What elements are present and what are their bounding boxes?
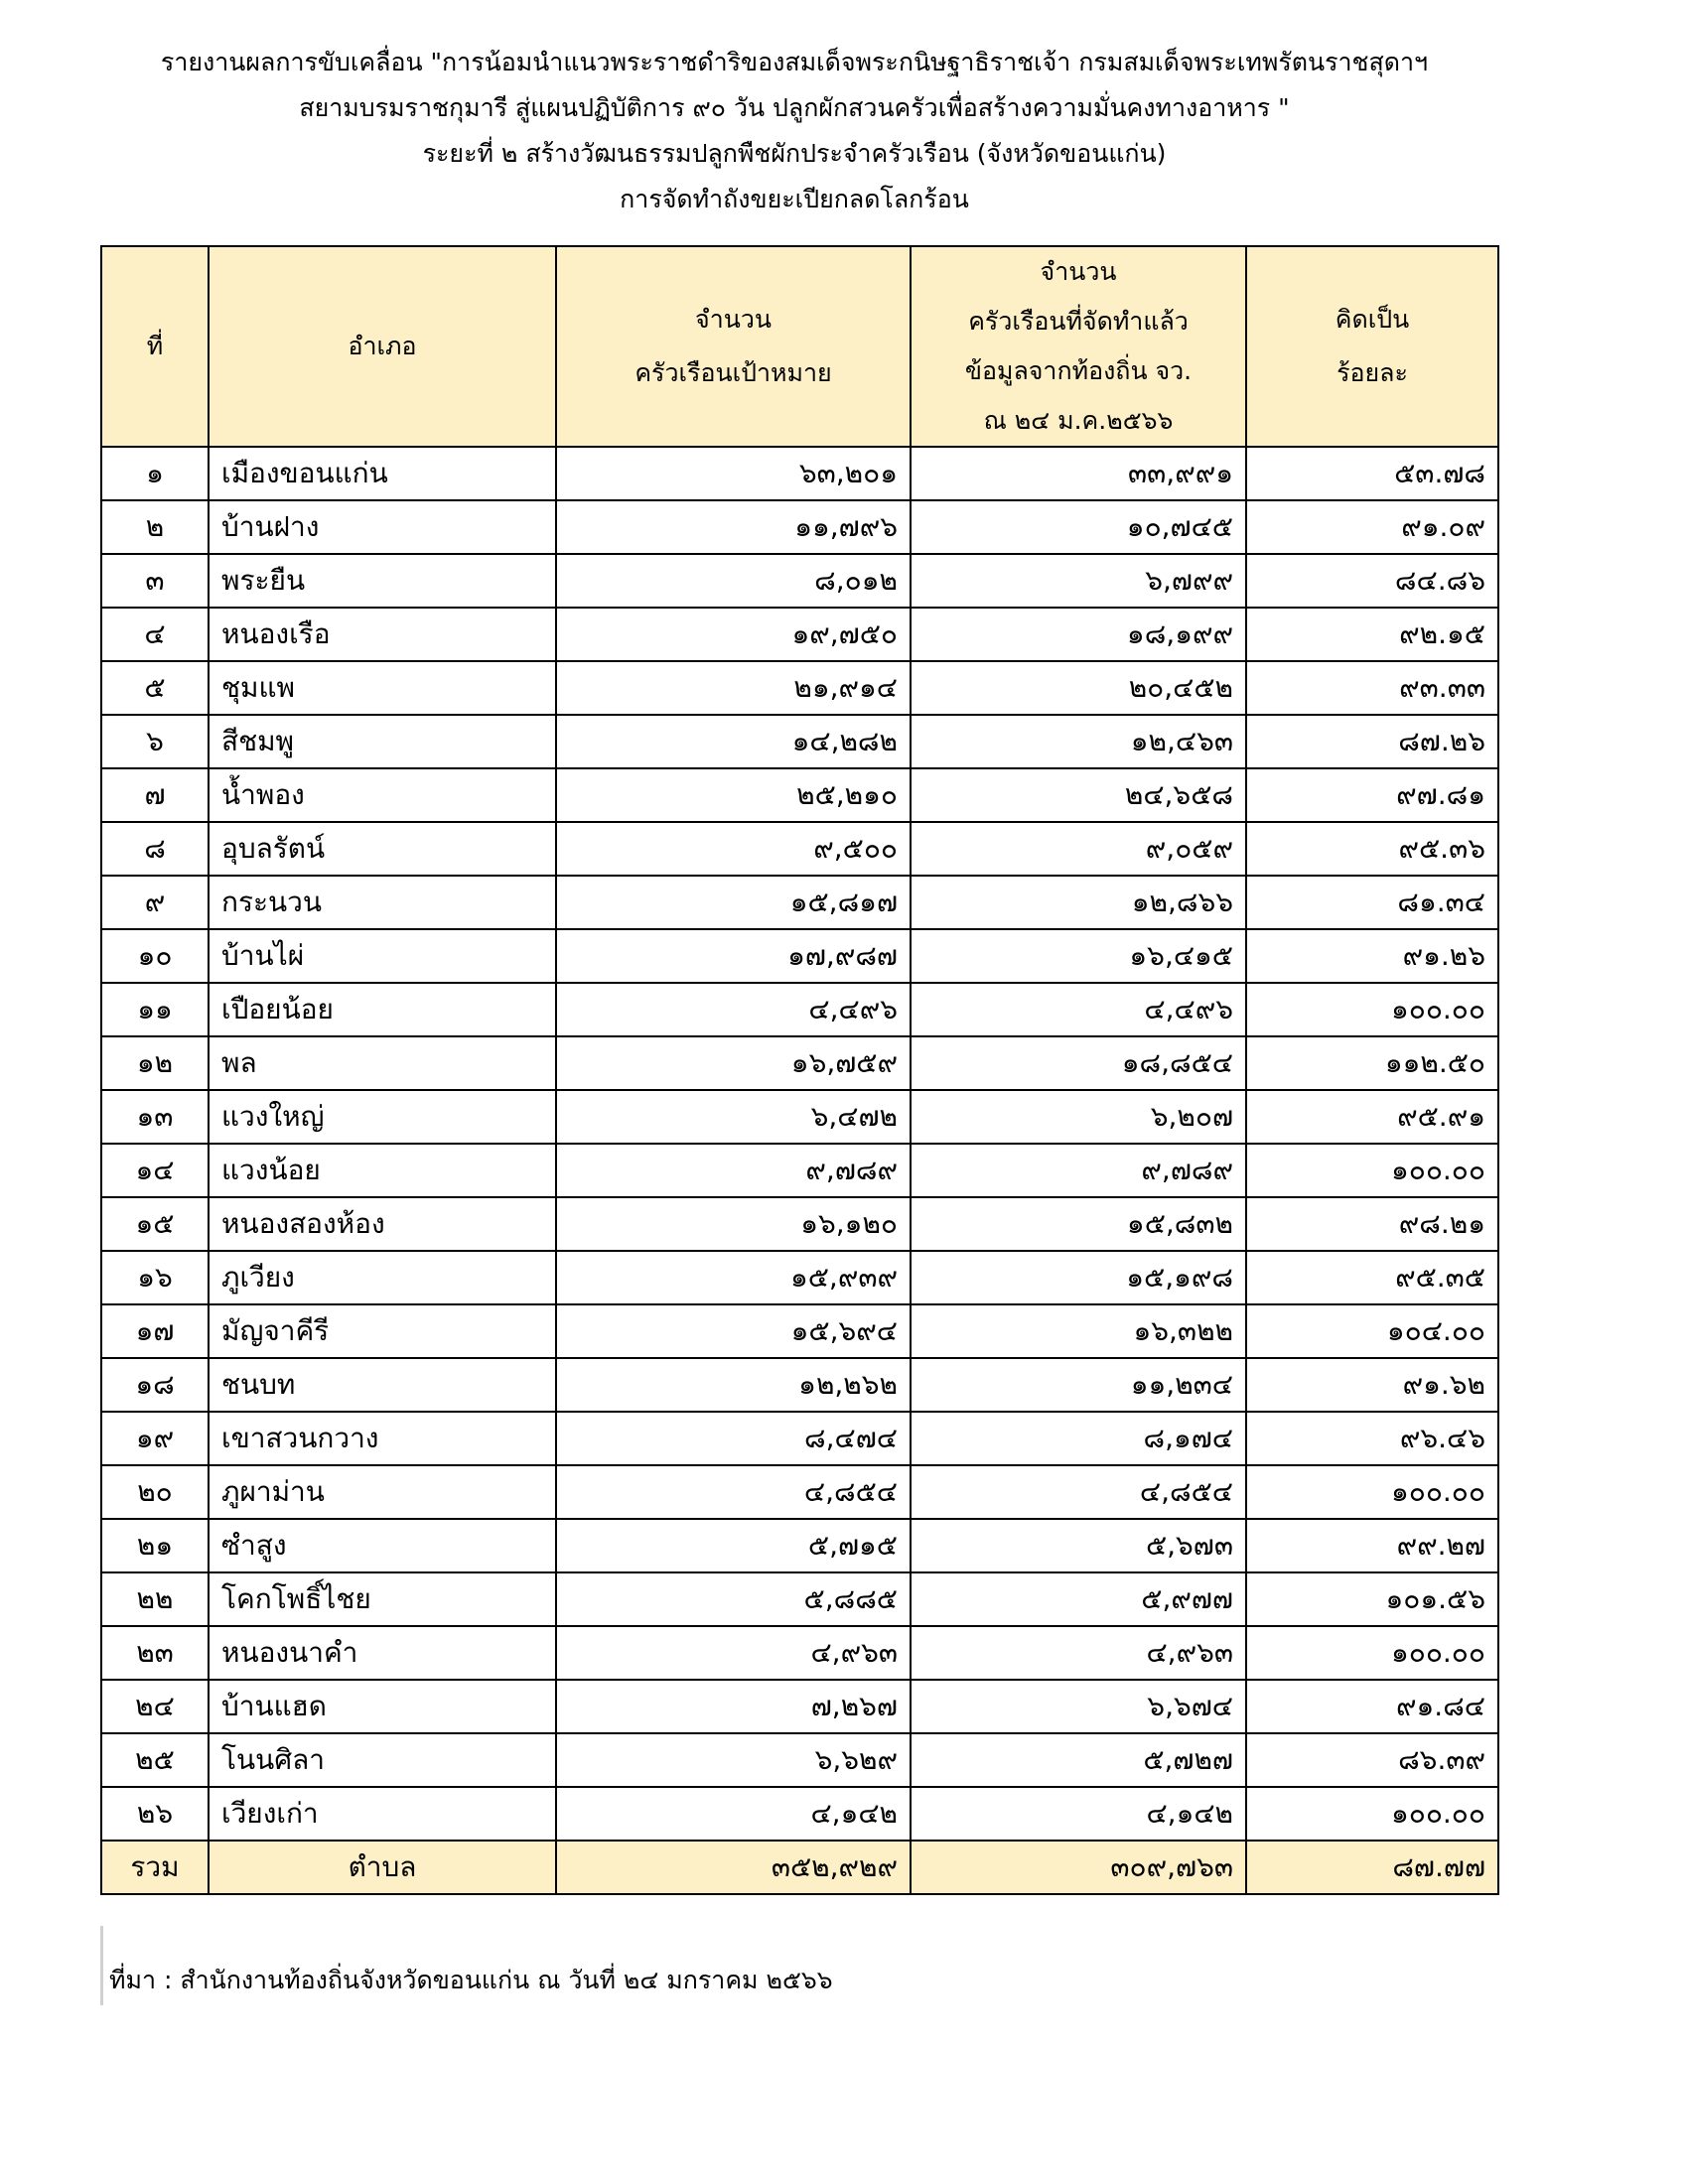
col-header-district: อำเภอ: [209, 246, 556, 447]
col-header-target: จำนวน ครัวเรือนเป้าหมาย: [556, 246, 911, 447]
cell-no: ๑๘: [101, 1358, 209, 1412]
cell-no: ๒๔: [101, 1680, 209, 1733]
cell-target: ๙,๗๘๙: [556, 1144, 911, 1197]
source-note: ที่มา : สำนักงานท้องถิ่นจังหวัดขอนแก่น ณ วันที่ ๒๔ มกราคม ๒๕๖๖: [109, 1966, 833, 1994]
cell-done: ๒๐,๔๕๒: [911, 661, 1246, 715]
cell-target: ๑๗,๙๘๗: [556, 929, 911, 983]
cell-target: ๔,๙๖๓: [556, 1626, 911, 1680]
cell-target: ๓๕๒,๙๒๙: [556, 1841, 911, 1894]
cell-percent: ๙๘.๒๑: [1246, 1197, 1498, 1251]
cell-percent: ๑๐๐.๐๐: [1246, 1626, 1498, 1680]
cell-done: ๖,๖๗๔: [911, 1680, 1246, 1733]
cell-percent: ๙๑.๒๖: [1246, 929, 1498, 983]
cell-done: ๘,๑๗๔: [911, 1412, 1246, 1465]
cell-done: ๑๐,๗๔๕: [911, 500, 1246, 554]
cell-target: ๔,๑๔๒: [556, 1787, 911, 1841]
cell-district: เขาสวนกวาง: [209, 1412, 556, 1465]
cell-done: ๑๑,๒๓๔: [911, 1358, 1246, 1412]
cell-done: ๒๔,๖๕๘: [911, 768, 1246, 822]
cell-no: ๑: [101, 447, 209, 500]
cell-target: ๑๙,๗๕๐: [556, 608, 911, 661]
cell-no: ๓: [101, 554, 209, 608]
cell-district: กระนวน: [209, 876, 556, 929]
cell-district: เวียงเก่า: [209, 1787, 556, 1841]
table-row: [101, 1144, 1498, 1197]
cell-done: ๑๕,๑๙๘: [911, 1251, 1246, 1304]
cell-district: บ้านฝาง: [209, 500, 556, 554]
col-header-no: ที่: [101, 246, 209, 447]
table-row: [101, 768, 1498, 822]
table-row: [101, 929, 1498, 983]
cell-district: โคกโพธิ์ไชย: [209, 1572, 556, 1626]
cell-no: ๒: [101, 500, 209, 554]
col-header-percent: คิดเป็น ร้อยละ: [1246, 246, 1498, 447]
cell-no: ๒๓: [101, 1626, 209, 1680]
cell-no: ๕: [101, 661, 209, 715]
cell-target: ๑๖,๗๕๙: [556, 1036, 911, 1090]
table-row: [101, 1358, 1498, 1412]
title-line-1: รายงานผลการขับเคลื่อน "การน้อมนำแนวพระราชดำริของสมเด็จพระกนิษฐาธิราชเจ้า กรมสมเด็จพระเทพรัตนราชสุดาฯ: [160, 48, 1429, 76]
cell-no: ๘: [101, 822, 209, 876]
cell-target: ๒๕,๒๑๐: [556, 768, 911, 822]
cell-percent: ๙๙.๒๗: [1246, 1519, 1498, 1572]
table-row: [101, 1680, 1498, 1733]
table-row: [101, 1304, 1498, 1358]
cell-district: สีชมพู: [209, 715, 556, 768]
cell-percent: ๙๓.๓๓: [1246, 661, 1498, 715]
report-title: [99, 40, 1489, 222]
cell-done: ๙,๐๕๙: [911, 822, 1246, 876]
cell-target: ๖๓,๒๐๑: [556, 447, 911, 500]
cell-no: ๗: [101, 768, 209, 822]
cell-done: ๑๖,๓๒๒: [911, 1304, 1246, 1358]
cell-no: ๑๕: [101, 1197, 209, 1251]
cell-no: ๖: [101, 715, 209, 768]
cell-target: ๕,๗๑๕: [556, 1519, 911, 1572]
cell-district: แวงน้อย: [209, 1144, 556, 1197]
cell-done: ๓๓,๙๙๑: [911, 447, 1246, 500]
cell-percent: ๙๕.๓๕: [1246, 1251, 1498, 1304]
cell-done: ๔,๑๔๒: [911, 1787, 1246, 1841]
cell-percent: ๑๐๐.๐๐: [1246, 983, 1498, 1036]
cell-percent: ๑๐๐.๐๐: [1246, 1144, 1498, 1197]
cell-district: หนองสองห้อง: [209, 1197, 556, 1251]
cell-target: ๑๕,๙๓๙: [556, 1251, 911, 1304]
cell-percent: ๙๖.๔๖: [1246, 1412, 1498, 1465]
cell-district: ภูเวียง: [209, 1251, 556, 1304]
table-row: [101, 554, 1498, 608]
cell-done: ๕,๗๒๗: [911, 1733, 1246, 1787]
cell-percent: ๑๑๒.๕๐: [1246, 1036, 1498, 1090]
cell-target: ๖,๔๗๒: [556, 1090, 911, 1144]
cell-done: ๑๒,๘๖๖: [911, 876, 1246, 929]
table-row: [101, 1197, 1498, 1251]
cell-percent: ๙๒.๑๕: [1246, 608, 1498, 661]
cell-percent: ๙๕.๙๑: [1246, 1090, 1498, 1144]
cell-target: ๒๑,๙๑๔: [556, 661, 911, 715]
col-header-done: จำนวน ครัวเรือนที่จัดทำแล้ว ข้อมูลจากท้องถิ่น จว. ณ ๒๔ ม.ค.๒๕๖๖: [911, 246, 1246, 447]
cell-district: หนองนาคำ: [209, 1626, 556, 1680]
table-row: [101, 983, 1498, 1036]
cell-no: ๑๓: [101, 1090, 209, 1144]
cell-done: ๔,๙๖๓: [911, 1626, 1246, 1680]
table-row: [101, 1626, 1498, 1680]
cell-target: ๔,๔๙๖: [556, 983, 911, 1036]
cell-district: หนองเรือ: [209, 608, 556, 661]
cell-percent: ๑๐๐.๐๐: [1246, 1465, 1498, 1519]
cell-district: แวงใหญ่: [209, 1090, 556, 1144]
cell-percent: ๘๖.๓๙: [1246, 1733, 1498, 1787]
table-row: [101, 608, 1498, 661]
cell-percent: ๘๗.๗๗: [1246, 1841, 1498, 1894]
cell-target: ๖,๖๒๙: [556, 1733, 911, 1787]
cell-done: ๑๖,๔๑๕: [911, 929, 1246, 983]
cell-no: ๑๐: [101, 929, 209, 983]
cell-percent: ๘๔.๘๖: [1246, 554, 1498, 608]
cell-district: น้ำพอง: [209, 768, 556, 822]
cell-target: ๑๒,๒๖๒: [556, 1358, 911, 1412]
table-row: [101, 1572, 1498, 1626]
cell-percent: ๑๐๑.๕๖: [1246, 1572, 1498, 1626]
cell-district: เปือยน้อย: [209, 983, 556, 1036]
table-row: [101, 500, 1498, 554]
cell-no: รวม: [101, 1841, 209, 1894]
cell-target: ๗,๒๖๗: [556, 1680, 911, 1733]
cell-target: ๑๖,๑๒๐: [556, 1197, 911, 1251]
cell-done: ๓๐๙,๗๖๓: [911, 1841, 1246, 1894]
cell-no: ๑๔: [101, 1144, 209, 1197]
cell-district: บ้านไผ่: [209, 929, 556, 983]
total-row: [101, 1841, 1498, 1894]
cell-done: ๔,๔๙๖: [911, 983, 1246, 1036]
cell-district: ชุมแพ: [209, 661, 556, 715]
cell-done: ๔,๘๕๔: [911, 1465, 1246, 1519]
cell-target: ๑๑,๗๙๖: [556, 500, 911, 554]
cell-done: ๖,๒๐๗: [911, 1090, 1246, 1144]
cell-done: ๑๕,๘๓๒: [911, 1197, 1246, 1251]
cell-target: ๘,๔๗๔: [556, 1412, 911, 1465]
cell-district: พระยืน: [209, 554, 556, 608]
cell-no: ๑๙: [101, 1412, 209, 1465]
title-line-2: สยามบรมราชกุมารี สู่แผนปฏิบัติการ ๙๐ วัน ปลูกผักสวนครัวเพื่อสร้างความมั่นคงทางอาหาร ": [299, 93, 1290, 122]
cell-district: พล: [209, 1036, 556, 1090]
cell-percent: ๙๗.๘๑: [1246, 768, 1498, 822]
cell-no: ๔: [101, 608, 209, 661]
cell-target: ๕,๘๘๕: [556, 1572, 911, 1626]
cell-district: มัญจาคีรี: [209, 1304, 556, 1358]
cell-percent: ๑๐๐.๐๐: [1246, 1787, 1498, 1841]
cell-percent: ๙๑.๐๙: [1246, 500, 1498, 554]
cell-no: ๒๒: [101, 1572, 209, 1626]
cell-percent: ๘๑.๓๔: [1246, 876, 1498, 929]
table-row: [101, 1519, 1498, 1572]
title-line-4: การจัดทำถังขยะเปียกลดโลกร้อน: [620, 185, 969, 213]
table-row: [101, 1465, 1498, 1519]
cell-no: ๒๐: [101, 1465, 209, 1519]
cell-district: ภูผาม่าน: [209, 1465, 556, 1519]
cell-no: ๒๖: [101, 1787, 209, 1841]
table-row: [101, 822, 1498, 876]
cell-done: ๕,๖๗๓: [911, 1519, 1246, 1572]
cell-done: ๑๘,๘๕๔: [911, 1036, 1246, 1090]
cell-no: ๑๑: [101, 983, 209, 1036]
cell-no: ๒๑: [101, 1519, 209, 1572]
table-row: [101, 1412, 1498, 1465]
cell-done: ๑๒,๔๖๓: [911, 715, 1246, 768]
table-row: [101, 876, 1498, 929]
cell-no: ๑๗: [101, 1304, 209, 1358]
cell-percent: ๙๑.๘๔: [1246, 1680, 1498, 1733]
cell-percent: ๘๗.๒๖: [1246, 715, 1498, 768]
table-header-row: [101, 246, 1498, 447]
cell-percent: ๕๓.๗๘: [1246, 447, 1498, 500]
cell-district: ซำสูง: [209, 1519, 556, 1572]
table-row: [101, 1787, 1498, 1841]
cell-district: อุบลรัตน์: [209, 822, 556, 876]
cell-no: ๑๒: [101, 1036, 209, 1090]
data-table: [100, 245, 1499, 1895]
cell-target: ๔,๘๕๔: [556, 1465, 911, 1519]
cell-percent: ๑๐๔.๐๐: [1246, 1304, 1498, 1358]
title-line-3: ระยะที่ ๒ สร้างวัฒนธรรมปลูกพืชผักประจำครัวเรือน (จังหวัดขอนแก่น): [422, 139, 1167, 168]
table-row: [101, 661, 1498, 715]
cell-done: ๕,๙๗๗: [911, 1572, 1246, 1626]
cell-district: เมืองขอนแก่น: [209, 447, 556, 500]
cell-done: ๖,๗๙๙: [911, 554, 1246, 608]
cell-target: ๑๕,๘๑๗: [556, 876, 911, 929]
cell-district: ชนบท: [209, 1358, 556, 1412]
cell-percent: ๙๑.๖๒: [1246, 1358, 1498, 1412]
cell-no: ๒๕: [101, 1733, 209, 1787]
table-row: [101, 1090, 1498, 1144]
table-row: [101, 1036, 1498, 1090]
cell-done: ๙,๗๘๙: [911, 1144, 1246, 1197]
cell-no: ๑๖: [101, 1251, 209, 1304]
margin-bar: [100, 1926, 103, 2005]
cell-target: ๑๔,๒๘๒: [556, 715, 911, 768]
cell-district: ตำบล: [209, 1841, 556, 1894]
cell-no: ๙: [101, 876, 209, 929]
cell-done: ๑๘,๑๙๙: [911, 608, 1246, 661]
cell-target: ๑๕,๖๙๔: [556, 1304, 911, 1358]
table-row: [101, 447, 1498, 500]
cell-target: ๙,๕๐๐: [556, 822, 911, 876]
cell-target: ๘,๐๑๒: [556, 554, 911, 608]
cell-district: บ้านแฮด: [209, 1680, 556, 1733]
table-row: [101, 1733, 1498, 1787]
cell-percent: ๙๕.๓๖: [1246, 822, 1498, 876]
table-row: [101, 715, 1498, 768]
table-row: [101, 1251, 1498, 1304]
cell-district: โนนศิลา: [209, 1733, 556, 1787]
